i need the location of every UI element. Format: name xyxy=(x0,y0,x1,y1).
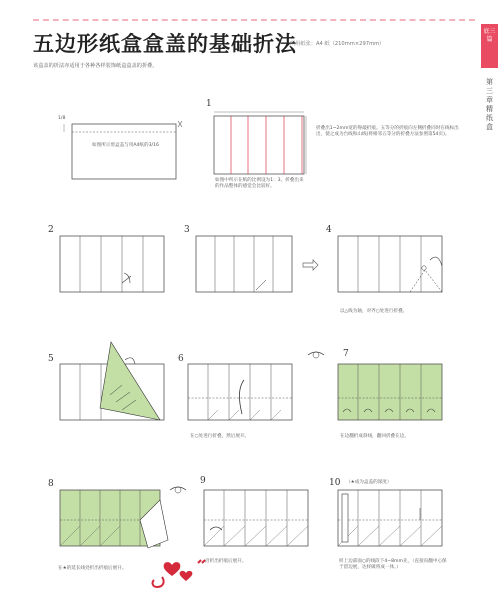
step-6-diagram xyxy=(188,352,324,420)
chapter-tab-label: 底三篇 xyxy=(483,28,496,43)
step-4-note: 以△线为轴，对齐○处进行折叠。 xyxy=(340,309,408,314)
step-3-diagram xyxy=(196,236,318,292)
step-1-number: 1 xyxy=(206,99,212,109)
step-4-number: 4 xyxy=(326,225,332,235)
step-2-diagram xyxy=(60,236,164,292)
step-2-number: 2 xyxy=(48,225,54,235)
step-7-note: 在边翻折成斜线，翻回折叠在边。 xyxy=(340,434,409,439)
step-9-diagram xyxy=(204,490,308,546)
step-1-diagram xyxy=(214,112,306,174)
step-1-note-top: 如图中所示在纸的比例设为1：3。折叠出来的作品整体的感觉会比较好。 xyxy=(215,178,304,189)
step-8-number: 8 xyxy=(48,479,54,489)
step-7-number: 7 xyxy=(343,349,349,359)
step-6-note: 在○处进行折叠，然后展开。 xyxy=(190,434,250,439)
side-caption: 第三章 精纸盒 xyxy=(486,78,493,131)
step-10-note-top: （★成为盒盖的深度） xyxy=(346,480,392,485)
step-10-diagram xyxy=(338,490,442,546)
intro-diagram xyxy=(64,121,182,179)
step-1-note-side: 折叠出1~2mm宽的脊敲折痕。五等分的折痕向左侧折叠同时在线标出出，使之成为台线和山线(将相邻五等分的折叠方法参照第54页)。 xyxy=(316,126,459,137)
step-9-note: 沿折出折痕后展开。 xyxy=(205,559,247,564)
step-10-number: 10 xyxy=(329,478,341,488)
step-5-diagram xyxy=(60,342,164,420)
intro-box-text: 如图所示剪盒盖与用A4纸的3/16 xyxy=(92,143,159,148)
intro-fraction: 1/8 xyxy=(58,116,66,121)
step-8-note: 在★的延长线处折出折痕后展开。 xyxy=(58,566,127,571)
heart-doodles-icon xyxy=(150,555,220,595)
page-title: 五边形纸盒盒盖的基础折法 xyxy=(33,31,297,56)
step-5-number: 5 xyxy=(48,354,54,364)
paper-size-note: 所用纸张：A4 纸（210mm×297mm） xyxy=(290,41,385,47)
step-7-diagram xyxy=(338,364,442,420)
step-8-diagram xyxy=(60,487,186,548)
page-subtitle: 该盒盖的折法亦适用于各种各样装饰纸盒盒盖的折叠。 xyxy=(33,63,158,69)
step-3-number: 3 xyxy=(184,225,190,235)
step-6-number: 6 xyxy=(178,354,184,364)
step-4-diagram xyxy=(338,236,442,292)
step-9-number: 9 xyxy=(200,476,206,486)
step-10-note: 样上边部面○的线段下4~8mm先，（直接向翻中心保于留边展，达样做将成一体。） xyxy=(339,559,447,570)
